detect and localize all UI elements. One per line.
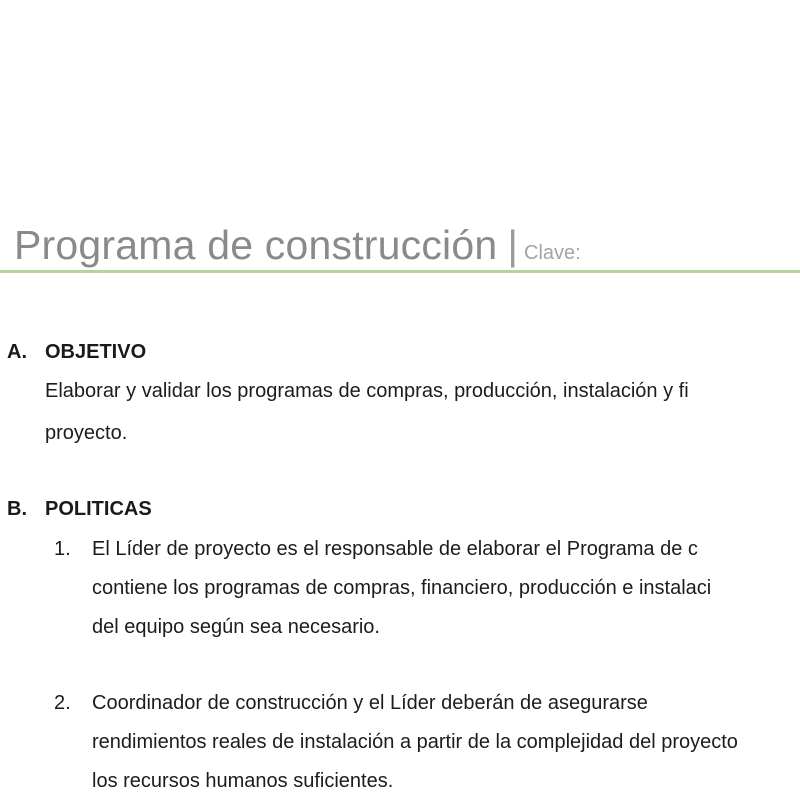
section-b-letter: B. <box>7 498 27 520</box>
section-a-heading <box>7 341 146 364</box>
document-title: Programa de construcción <box>14 222 498 268</box>
section-b-title: POLITICAS <box>45 498 152 520</box>
title-separator: | <box>507 222 519 268</box>
policy-1-line: El Líder de proyecto es el responsable de elaborar el Programa de c <box>92 538 698 560</box>
section-a-line: Elaborar y validar los programas de compras, producción, instalación y fi <box>45 380 689 402</box>
section-a-letter: A. <box>7 341 27 363</box>
section-a-title: OBJETIVO <box>45 341 147 363</box>
policy-2-line: los recursos humanos suficientes. <box>92 770 394 792</box>
policy-1-number: 1. <box>54 538 71 560</box>
section-a-line: proyecto. <box>45 422 128 444</box>
policy-2-line: Coordinador de construcción y el Líder deberán de asegurarse <box>92 692 648 714</box>
document-header <box>14 222 581 269</box>
section-b-heading <box>7 498 152 521</box>
policy-1-line: contiene los programas de compras, financiero, producción e instalaci <box>92 577 712 599</box>
clave-label: Clave: <box>524 242 581 264</box>
policy-2-line: rendimientos reales de instalación a partir de la complejidad del proyecto <box>92 731 738 753</box>
header-rule <box>0 270 800 273</box>
policy-2-number: 2. <box>54 692 71 714</box>
policy-1-line: del equipo según sea necesario. <box>92 616 380 638</box>
